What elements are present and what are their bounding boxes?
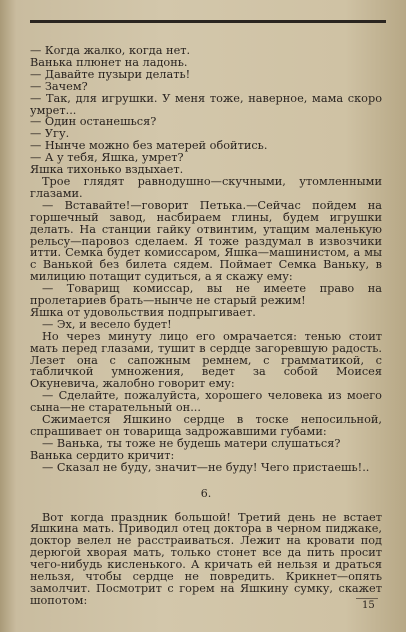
paragraph: — А у тебя, Яшка, умрет? xyxy=(30,151,184,165)
paragraph: Ванька плюнет на ладонь. xyxy=(30,55,188,69)
paragraph: — Давайте пузыри делать! xyxy=(30,67,191,81)
paragraph: — Вставайте!—говорит Петька.—Сейчас пойдем на горшечный завод, насбираем глины, будем игрушки делать. На станции гайку отвинтим, утащим маленькую рельсу—паровоз сделаем. Я тоже раздумал в извозчики итти. Семка будет комиссаром, Яшка—машинистом, а мы с Ванькой без билета сядем. Поймает Семка Ваньку, в милицию потащит судиться, а я скажу ему: xyxy=(30,198,382,284)
paragraph: — Ванька, ты тоже не будешь матери слушаться? xyxy=(42,436,341,450)
top-rule xyxy=(30,20,386,23)
paragraph: — Когда жалко, когда нет. xyxy=(30,44,191,57)
page-number: 15 xyxy=(362,600,375,611)
paragraph: Ванька сердито кричит: xyxy=(30,448,175,462)
paragraph: — Товарищ комиссар, вы не имеете право на пролетариев брать—нынче не старый режим! xyxy=(30,282,382,308)
page-number-rule xyxy=(356,598,378,599)
chapter-number: 6. xyxy=(200,486,212,500)
paragraph: — Эх, и весело будет! xyxy=(42,317,172,331)
paragraph: — Угу. xyxy=(30,127,70,141)
paragraph: Вот когда праздник большой! Третий день не встает Яшкина мать. Приводил отец доктора в черном пиджаке, доктор велел не расстраиваться. Лежит на кровати под дерюгой хворая мать, только стонет все да пить просит чего-нибудь кисленького. А кричать ей нельзя и драться нельзя, чтобы сердце не повредить. Крикнет—опять замолчит. Посмотрит с горем на Яшкину сумку, скажет шопотом: xyxy=(30,510,382,607)
page-text xyxy=(30,45,382,607)
paragraph: Яшка от удовольствия подпрыгивает. xyxy=(30,305,256,319)
paragraph: — Один останешься? xyxy=(30,115,157,129)
paragraph: — Так, для игрушки. У меня тоже, наверное, мама скоро умрет... xyxy=(30,91,382,117)
paragraph: — Зачем? xyxy=(30,79,88,93)
paragraph: Яшка тихонько вздыхает. xyxy=(30,163,184,177)
paragraph: Но через минуту лицо его омрачается: тенью стоит мать перед глазами, тушит в сердце загоревшую радость. Лезет она с сапожным ремнем, с грамматикой, с табличкой умножения, ведет за собой Моисея Окуневича, жалобно говорит ему: xyxy=(30,329,382,391)
paragraph: — Сказал не буду, значит—не буду! Чего пристаешь!.. xyxy=(42,460,370,474)
paragraph: Сжимается Яшкино сердце в тоске непосильной, спрашивает он товарища задрожавшими губами: xyxy=(30,413,382,438)
paragraph: — Сделайте, пожалуйста, хорошего человека из моего сына—не старательный он... xyxy=(30,389,382,415)
paragraph: — Нынче можно без матерей обойтись. xyxy=(30,139,268,153)
paragraph: Трое глядят равнодушно—скучными, утомленными глазами. xyxy=(30,174,382,200)
